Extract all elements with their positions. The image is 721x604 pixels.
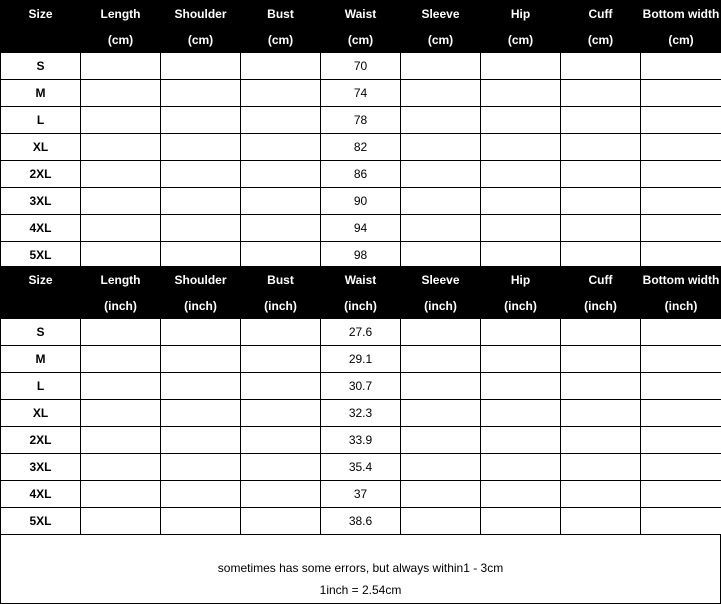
- empty-cell: [241, 427, 321, 454]
- empty-cell: [561, 454, 641, 481]
- table-row: [1, 400, 721, 427]
- column-header: Sleeve: [401, 1, 481, 27]
- column-unit: (inch): [641, 293, 721, 319]
- empty-cell: [81, 161, 161, 188]
- empty-cell: [241, 346, 321, 373]
- note-error-tolerance: sometimes has some errors, but always within1 - 3cm: [1, 561, 720, 575]
- empty-cell: [641, 508, 721, 535]
- table-row: [1, 481, 721, 508]
- empty-cell: [561, 400, 641, 427]
- empty-cell: [161, 107, 241, 134]
- table-row: [1, 373, 721, 400]
- column-unit: (inch): [81, 293, 161, 319]
- empty-cell: [641, 427, 721, 454]
- empty-cell: [81, 242, 161, 269]
- column-unit: [1, 293, 81, 319]
- size-cell: L: [1, 107, 81, 134]
- empty-cell: [401, 346, 481, 373]
- empty-cell: [641, 319, 721, 346]
- empty-cell: [401, 53, 481, 80]
- empty-cell: [401, 80, 481, 107]
- waist-cell: 38.6: [321, 508, 401, 535]
- waist-cell: 86: [321, 161, 401, 188]
- empty-cell: [481, 188, 561, 215]
- empty-cell: [241, 373, 321, 400]
- waist-cell: 90: [321, 188, 401, 215]
- empty-cell: [161, 481, 241, 508]
- empty-cell: [561, 427, 641, 454]
- empty-cell: [561, 107, 641, 134]
- size-cell: S: [1, 53, 81, 80]
- empty-cell: [481, 319, 561, 346]
- empty-cell: [561, 242, 641, 269]
- column-unit: (inch): [161, 293, 241, 319]
- empty-cell: [481, 508, 561, 535]
- waist-cell: 29.1: [321, 346, 401, 373]
- size-cell: XL: [1, 134, 81, 161]
- column-unit: (cm): [321, 27, 401, 53]
- table-row: [1, 80, 721, 107]
- size-cell: 2XL: [1, 161, 81, 188]
- column-header: Hip: [481, 267, 561, 293]
- waist-cell: 27.6: [321, 319, 401, 346]
- size-cell: S: [1, 319, 81, 346]
- column-header: Waist: [321, 1, 401, 27]
- table-row: [1, 508, 721, 535]
- empty-cell: [641, 215, 721, 242]
- waist-cell: 30.7: [321, 373, 401, 400]
- column-header: Shoulder: [161, 1, 241, 27]
- empty-cell: [641, 346, 721, 373]
- waist-cell: 94: [321, 215, 401, 242]
- empty-cell: [241, 454, 321, 481]
- empty-cell: [481, 481, 561, 508]
- table-row: [1, 215, 721, 242]
- empty-cell: [161, 454, 241, 481]
- empty-cell: [161, 53, 241, 80]
- empty-cell: [401, 508, 481, 535]
- empty-cell: [161, 188, 241, 215]
- column-unit: (cm): [561, 27, 641, 53]
- empty-cell: [401, 373, 481, 400]
- column-unit: (cm): [241, 27, 321, 53]
- empty-cell: [161, 346, 241, 373]
- empty-cell: [641, 373, 721, 400]
- table-row: [1, 134, 721, 161]
- waist-cell: 70: [321, 53, 401, 80]
- size-cell: XL: [1, 400, 81, 427]
- header-row-units: [1, 293, 721, 319]
- column-unit: (cm): [481, 27, 561, 53]
- size-cell: L: [1, 373, 81, 400]
- empty-cell: [641, 481, 721, 508]
- table-row: [1, 346, 721, 373]
- size-cell: 2XL: [1, 427, 81, 454]
- column-header: Hip: [481, 1, 561, 27]
- waist-cell: 74: [321, 80, 401, 107]
- table-row: [1, 242, 721, 269]
- size-cell: 5XL: [1, 242, 81, 269]
- empty-cell: [561, 373, 641, 400]
- empty-cell: [641, 107, 721, 134]
- empty-cell: [561, 319, 641, 346]
- empty-cell: [401, 319, 481, 346]
- column-header: Bust: [241, 1, 321, 27]
- column-header: Waist: [321, 267, 401, 293]
- empty-cell: [481, 400, 561, 427]
- empty-cell: [481, 80, 561, 107]
- empty-cell: [401, 215, 481, 242]
- column-header: Bottom width: [641, 267, 721, 293]
- column-unit: (cm): [401, 27, 481, 53]
- empty-cell: [241, 481, 321, 508]
- empty-cell: [561, 508, 641, 535]
- empty-cell: [641, 188, 721, 215]
- note-conversion: 1inch = 2.54cm: [1, 583, 720, 597]
- empty-cell: [241, 508, 321, 535]
- table-row: [1, 427, 721, 454]
- empty-cell: [241, 161, 321, 188]
- empty-cell: [81, 427, 161, 454]
- table-row: [1, 319, 721, 346]
- empty-cell: [641, 53, 721, 80]
- waist-cell: 32.3: [321, 400, 401, 427]
- table-row: [1, 188, 721, 215]
- column-unit: (inch): [401, 293, 481, 319]
- column-unit: (cm): [641, 27, 721, 53]
- empty-cell: [641, 454, 721, 481]
- empty-cell: [561, 80, 641, 107]
- empty-cell: [481, 53, 561, 80]
- header-row-units: [1, 27, 721, 53]
- empty-cell: [401, 454, 481, 481]
- column-header: Cuff: [561, 1, 641, 27]
- empty-cell: [401, 427, 481, 454]
- size-cell: M: [1, 346, 81, 373]
- empty-cell: [81, 215, 161, 242]
- size-cell: M: [1, 80, 81, 107]
- waist-cell: 98: [321, 242, 401, 269]
- empty-cell: [481, 107, 561, 134]
- empty-cell: [481, 373, 561, 400]
- empty-cell: [401, 481, 481, 508]
- empty-cell: [481, 454, 561, 481]
- empty-cell: [241, 107, 321, 134]
- empty-cell: [561, 188, 641, 215]
- waist-cell: 33.9: [321, 427, 401, 454]
- empty-cell: [561, 161, 641, 188]
- column-header: Length: [81, 1, 161, 27]
- column-unit: [1, 27, 81, 53]
- column-unit: (cm): [161, 27, 241, 53]
- empty-cell: [81, 80, 161, 107]
- empty-cell: [561, 134, 641, 161]
- empty-cell: [401, 134, 481, 161]
- empty-cell: [241, 242, 321, 269]
- empty-cell: [401, 107, 481, 134]
- empty-cell: [241, 400, 321, 427]
- empty-cell: [641, 161, 721, 188]
- waist-cell: 35.4: [321, 454, 401, 481]
- empty-cell: [81, 373, 161, 400]
- column-header: Bottom width: [641, 1, 721, 27]
- empty-cell: [481, 134, 561, 161]
- column-header: Size: [1, 267, 81, 293]
- size-cell: 3XL: [1, 454, 81, 481]
- empty-cell: [241, 53, 321, 80]
- empty-cell: [161, 134, 241, 161]
- empty-cell: [241, 80, 321, 107]
- empty-cell: [161, 80, 241, 107]
- empty-cell: [161, 319, 241, 346]
- empty-cell: [561, 53, 641, 80]
- empty-cell: [81, 508, 161, 535]
- column-header: Bust: [241, 267, 321, 293]
- empty-cell: [161, 242, 241, 269]
- column-header: Length: [81, 267, 161, 293]
- column-unit: (cm): [81, 27, 161, 53]
- empty-cell: [481, 161, 561, 188]
- empty-cell: [241, 188, 321, 215]
- cm-rows: [1, 53, 721, 269]
- empty-cell: [241, 319, 321, 346]
- empty-cell: [641, 80, 721, 107]
- size-cell: 4XL: [1, 481, 81, 508]
- column-header: Size: [1, 1, 81, 27]
- column-unit: (inch): [481, 293, 561, 319]
- table-row: [1, 53, 721, 80]
- size-chart-inch: [0, 266, 721, 535]
- empty-cell: [561, 215, 641, 242]
- empty-cell: [161, 400, 241, 427]
- empty-cell: [81, 400, 161, 427]
- empty-cell: [81, 319, 161, 346]
- column-unit: (inch): [561, 293, 641, 319]
- empty-cell: [161, 508, 241, 535]
- table-row: [1, 161, 721, 188]
- empty-cell: [561, 346, 641, 373]
- empty-cell: [81, 188, 161, 215]
- empty-cell: [81, 346, 161, 373]
- empty-cell: [641, 400, 721, 427]
- header-row-labels: [1, 267, 721, 293]
- column-header: Cuff: [561, 267, 641, 293]
- empty-cell: [401, 161, 481, 188]
- empty-cell: [241, 215, 321, 242]
- empty-cell: [161, 215, 241, 242]
- empty-cell: [241, 134, 321, 161]
- empty-cell: [641, 134, 721, 161]
- waist-cell: 82: [321, 134, 401, 161]
- table-row: [1, 454, 721, 481]
- size-chart-cm: [0, 0, 721, 269]
- empty-cell: [401, 188, 481, 215]
- size-cell: 5XL: [1, 508, 81, 535]
- empty-cell: [641, 242, 721, 269]
- empty-cell: [401, 242, 481, 269]
- empty-cell: [161, 161, 241, 188]
- empty-cell: [81, 53, 161, 80]
- empty-cell: [481, 215, 561, 242]
- empty-cell: [161, 427, 241, 454]
- table-row: [1, 107, 721, 134]
- column-unit: (inch): [241, 293, 321, 319]
- size-cell: 4XL: [1, 215, 81, 242]
- inch-rows: [1, 319, 721, 535]
- waist-cell: 37: [321, 481, 401, 508]
- empty-cell: [161, 373, 241, 400]
- empty-cell: [481, 346, 561, 373]
- column-header: Sleeve: [401, 267, 481, 293]
- empty-cell: [81, 481, 161, 508]
- empty-cell: [561, 481, 641, 508]
- waist-cell: 78: [321, 107, 401, 134]
- empty-cell: [81, 107, 161, 134]
- empty-cell: [481, 427, 561, 454]
- header-row-labels: [1, 1, 721, 27]
- column-header: Shoulder: [161, 267, 241, 293]
- measurement-note: [0, 534, 721, 604]
- empty-cell: [481, 242, 561, 269]
- size-cell: 3XL: [1, 188, 81, 215]
- empty-cell: [401, 400, 481, 427]
- column-unit: (inch): [321, 293, 401, 319]
- empty-cell: [81, 454, 161, 481]
- empty-cell: [81, 134, 161, 161]
